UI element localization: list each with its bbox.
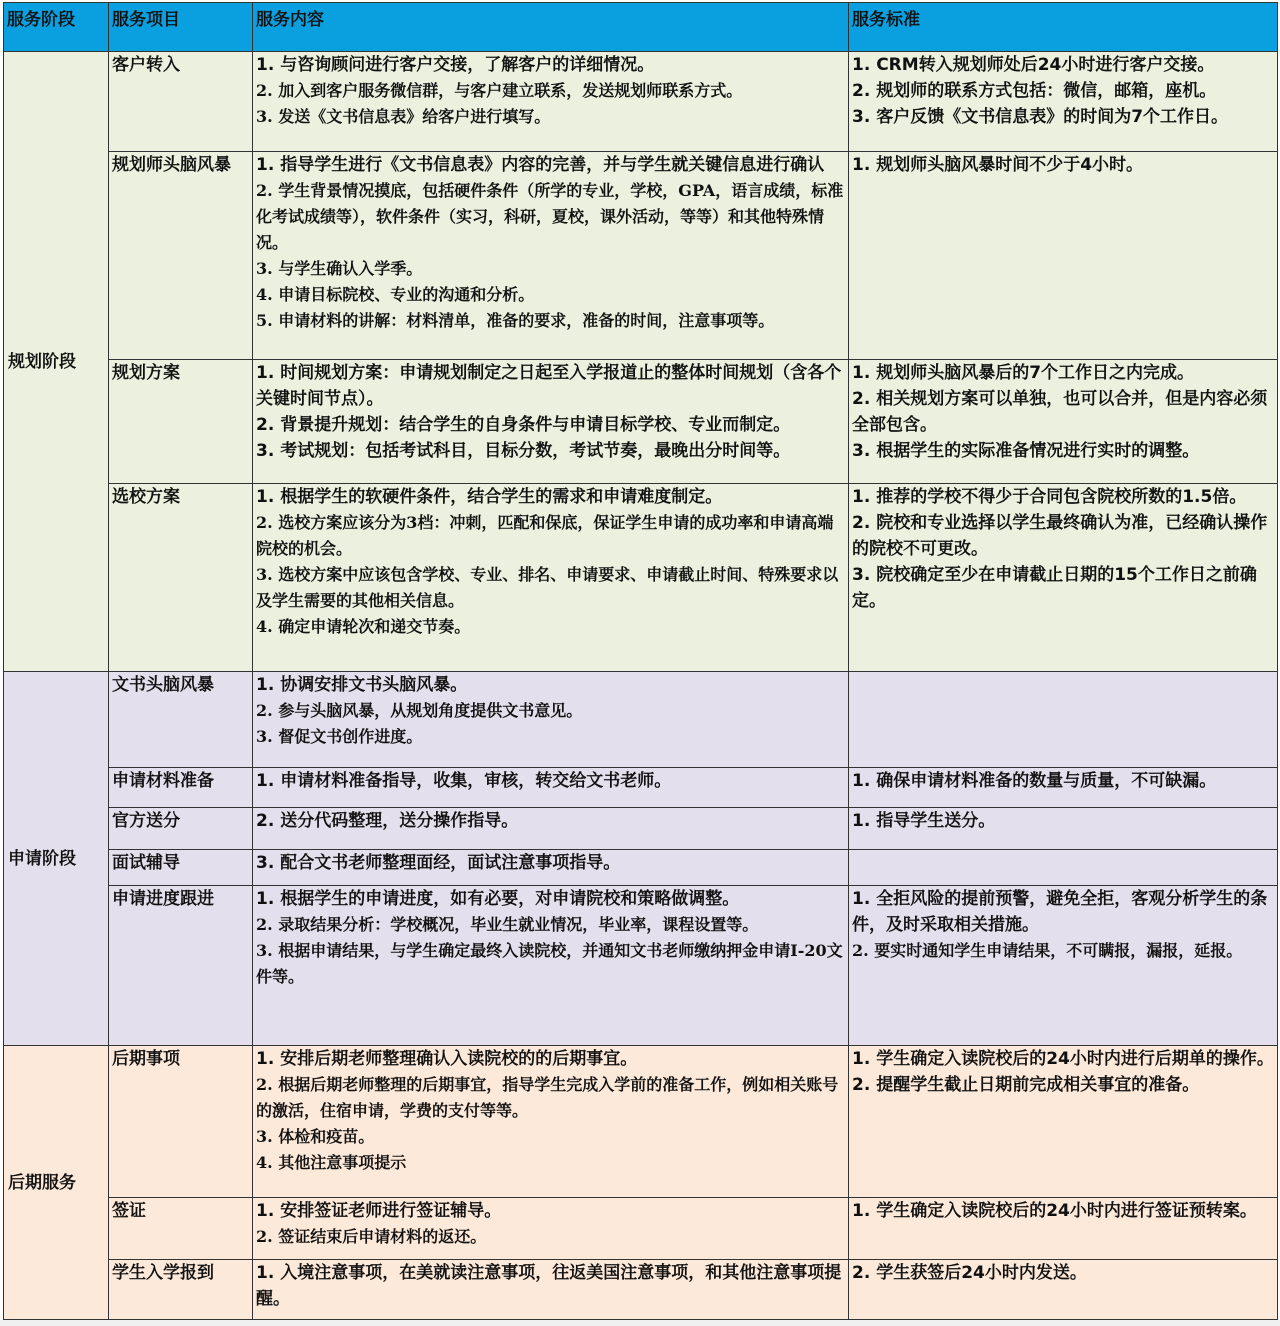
- standard-line: 3. 院校确定至少在申请截止日期的15个工作日之前确定。: [852, 565, 1257, 611]
- table-row: [4, 850, 1278, 886]
- content-line: 1. 根据学生的申请进度，如有必要，对申请院校和策略做调整。: [256, 889, 740, 909]
- content-line: 3. 与学生确认入学季。: [256, 259, 423, 278]
- standard-line: 1. 学生确定入读院校后的24小时内进行签证预转案。: [852, 1201, 1257, 1221]
- content-line: 3. 体检和疫苗。: [256, 1127, 375, 1146]
- standard-line: 2. 规划师的联系方式包括：微信，邮箱，座机。: [852, 81, 1217, 101]
- table-row: [4, 768, 1278, 808]
- standard-line: 3. 根据学生的实际准备情况进行实时的调整。: [852, 441, 1200, 461]
- content-cell: [253, 672, 849, 768]
- content-line: 2. 根据后期老师整理的后期事宜，指导学生完成入学前的准备工作，例如相关账号的激活，住宿申请，学费的支付等等。: [256, 1075, 839, 1120]
- content-line: 2. 背景提升规划：结合学生的自身条件与申请目标学校、专业而制定。: [256, 415, 791, 435]
- standard-cell: [849, 360, 1278, 484]
- table-row: [4, 1046, 1278, 1198]
- standard-cell: [849, 850, 1278, 886]
- content-line: 1. 协调安排文书头脑风暴。: [256, 675, 468, 695]
- content-line: 1. 根据学生的软硬件条件，结合学生的需求和申请难度制定。: [256, 487, 723, 507]
- item-cell: 学生入学报到: [109, 1260, 253, 1320]
- table-row: [4, 52, 1278, 152]
- standard-line: 1. 全拒风险的提前预警，避免全拒，客观分析学生的条件，及时采取相关措施。: [852, 889, 1268, 935]
- header-item: 服务项目: [109, 3, 253, 52]
- item-cell: 申请进度跟进: [109, 886, 253, 1046]
- content-line: 2. 参与头脑风暴，从规划角度提供文书意见。: [256, 701, 583, 720]
- content-line: 2. 学生背景情况摸底，包括硬件条件（所学的专业，学校，GPA，语言成绩，标准化考试成绩等），软件条件（实习，科研，夏校，课外活动，等等）和其他特殊情况。: [256, 181, 844, 252]
- header-stage: 服务阶段: [4, 3, 109, 52]
- content-line: 1. 与咨询顾问进行客户交接，了解客户的详细情况。: [256, 55, 655, 75]
- content-cell: [253, 808, 849, 850]
- content-line: 1. 入境注意事项，在美就读注意事项，往返美国注意事项，和其他注意事项提醒。: [256, 1263, 842, 1309]
- bottom-strip: [0, 1320, 1280, 1326]
- standard-cell: [849, 484, 1278, 672]
- table-row: [4, 886, 1278, 1046]
- content-line: 1. 指导学生进行《文书信息表》内容的完善，并与学生就关键信息进行确认: [256, 155, 825, 175]
- content-line: 3. 发送《文书信息表》给客户进行填写。: [256, 107, 551, 126]
- standard-cell: [849, 1198, 1278, 1260]
- content-line: 2. 选校方案应该分为3档：冲刺，匹配和保底，保证学生申请的成功率和申请高端院校的机会。: [256, 513, 834, 558]
- item-cell: 客户转入: [109, 52, 253, 152]
- content-line: 2. 签证结束后申请材料的返还。: [256, 1227, 487, 1246]
- item-cell: 签证: [109, 1198, 253, 1260]
- table-row: [4, 152, 1278, 360]
- table-row: [4, 1198, 1278, 1260]
- content-cell: [253, 52, 849, 152]
- item-cell: 选校方案: [109, 484, 253, 672]
- content-line: 2. 加入到客户服务微信群，与客户建立联系，发送规划师联系方式。: [256, 81, 743, 100]
- table-row: [4, 360, 1278, 484]
- content-line: 5. 申请材料的讲解：材料清单，准备的要求，准备的时间，注意事项等。: [256, 311, 775, 330]
- item-cell: 规划方案: [109, 360, 253, 484]
- table-row: [4, 672, 1278, 768]
- standard-line: 1. 确保申请材料准备的数量与质量，不可缺漏。: [852, 771, 1217, 791]
- item-cell: 官方送分: [109, 808, 253, 850]
- standard-cell: [849, 886, 1278, 1046]
- content-cell: [253, 152, 849, 360]
- standard-line: 2. 要实时通知学生申请结果，不可瞒报，漏报，延报。: [852, 941, 1243, 960]
- content-cell: [253, 360, 849, 484]
- stage-cell-application: 申请阶段: [4, 672, 109, 1046]
- header-content: 服务内容: [253, 3, 849, 52]
- standard-cell: [849, 1260, 1278, 1320]
- content-line: 3. 根据申请结果，与学生确定最终入读院校，并通知文书老师缴纳押金申请I-20文件等。: [256, 941, 843, 986]
- item-cell: 文书头脑风暴: [109, 672, 253, 768]
- table-row: [4, 484, 1278, 672]
- content-cell: [253, 1198, 849, 1260]
- content-cell: [253, 1260, 849, 1320]
- content-line: 3. 选校方案中应该包含学校、专业、排名、申请要求、申请截止时间、特殊要求以及学生需要的其他相关信息。: [256, 565, 839, 610]
- content-cell: [253, 886, 849, 1046]
- content-line: 1. 时间规划方案：申请规划制定之日起至入学报道止的整体时间规划（含各个关键时间节点）。: [256, 363, 842, 409]
- standard-line: 1. 指导学生送分。: [852, 811, 996, 831]
- content-line: 3. 考试规划：包括考试科目，目标分数，考试节奏，最晚出分时间等。: [256, 441, 791, 461]
- standard-cell: [849, 152, 1278, 360]
- item-cell: 后期事项: [109, 1046, 253, 1198]
- standard-cell: [849, 52, 1278, 152]
- standard-line: 2. 院校和专业选择以学生最终确认为准，已经确认操作的院校不可更改。: [852, 513, 1268, 559]
- content-line: 3. 配合文书老师整理面经，面试注意事项指导。: [256, 853, 621, 873]
- standard-line: 3. 客户反馈《文书信息表》的时间为7个工作日。: [852, 107, 1229, 127]
- service-table: [3, 2, 1278, 1320]
- item-cell: 规划师头脑风暴: [109, 152, 253, 360]
- content-cell: [253, 1046, 849, 1198]
- stage-cell-planning: 规划阶段: [4, 52, 109, 672]
- content-cell: [253, 768, 849, 808]
- table-row: [4, 1260, 1278, 1320]
- item-cell: 面试辅导: [109, 850, 253, 886]
- standard-line: 1. 推荐的学校不得少于合同包含院校所数的1.5倍。: [852, 487, 1247, 507]
- stage-cell-post: 后期服务: [4, 1046, 109, 1320]
- standard-cell: [849, 808, 1278, 850]
- content-line: 1. 申请材料准备指导，收集，审核，转交给文书老师。: [256, 771, 672, 791]
- content-line: 1. 安排签证老师进行签证辅导。: [256, 1201, 502, 1221]
- content-line: 2. 送分代码整理，送分操作指导。: [256, 811, 519, 831]
- item-cell: 申请材料准备: [109, 768, 253, 808]
- standard-line: 1. 规划师头脑风暴时间不少于4小时。: [852, 155, 1144, 175]
- content-line: 4. 确定申请轮次和递交节奏。: [256, 617, 471, 636]
- content-line: 1. 安排后期老师整理确认入读院校的的后期事宜。: [256, 1049, 638, 1069]
- standard-line: 1. 学生确定入读院校后的24小时内进行后期单的操作。: [852, 1049, 1274, 1069]
- content-cell: [253, 484, 849, 672]
- standard-cell: [849, 768, 1278, 808]
- header-row: [4, 3, 1278, 52]
- content-line: 4. 申请目标院校、专业的沟通和分析。: [256, 285, 535, 304]
- content-line: 4. 其他注意事项提示: [256, 1153, 407, 1172]
- content-cell: [253, 850, 849, 886]
- standard-cell: [849, 1046, 1278, 1198]
- standard-line: 1. 规划师头脑风暴后的7个工作日之内完成。: [852, 363, 1195, 383]
- table-row: [4, 808, 1278, 850]
- standard-line: 2. 提醒学生截止日期前完成相关事宜的准备。: [852, 1075, 1200, 1095]
- content-line: 2. 录取结果分析：学校概况，毕业生就业情况，毕业率，课程设置等。: [256, 915, 759, 934]
- standard-line: 2. 学生获签后24小时内发送。: [852, 1263, 1087, 1283]
- header-standard: 服务标准: [849, 3, 1278, 52]
- standard-line: 1. CRM转入规划师处后24小时进行客户交接。: [852, 55, 1215, 75]
- standard-cell: [849, 672, 1278, 768]
- standard-line: 2. 相关规划方案可以单独，也可以合并，但是内容必须全部包含。: [852, 389, 1268, 435]
- content-line: 3. 督促文书创作进度。: [256, 727, 423, 746]
